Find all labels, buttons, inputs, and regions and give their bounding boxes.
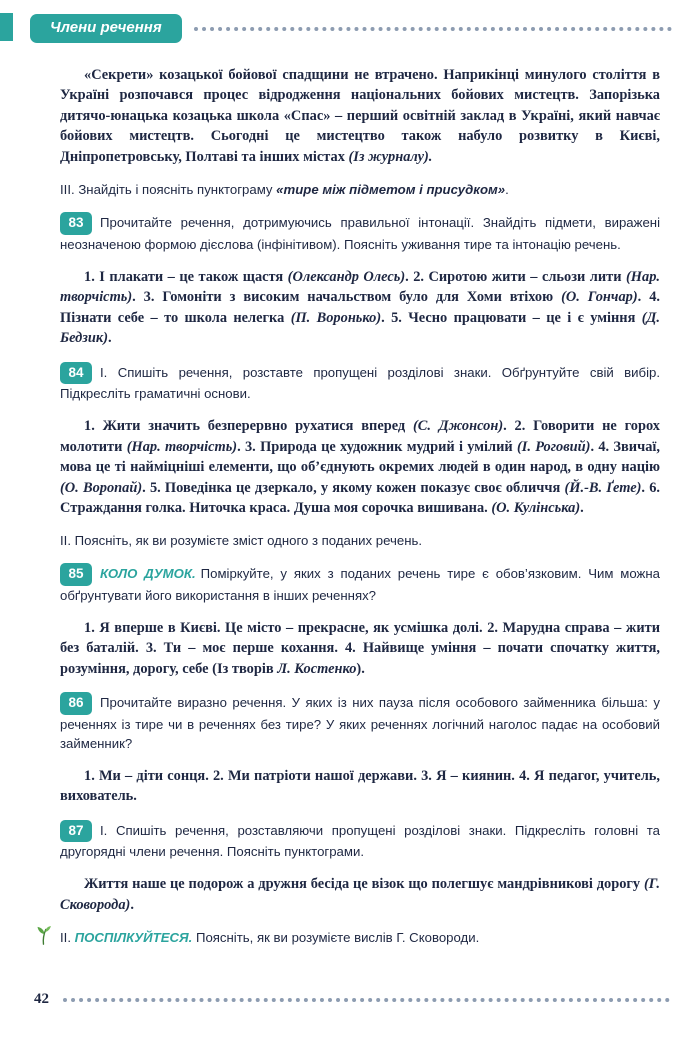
page-number: 42 — [34, 991, 49, 1007]
exercise-87-task-ii-text: II. ПОСПІЛКУЙТЕСЯ. Поясніть, як ви розумієте вислів Г. Сковороди. — [60, 930, 480, 946]
exercise-86 — [60, 692, 660, 806]
exercise-85-body: 1. Я вперше в Києві. Це місто – прекрасне, як усмішка долі. 2. Марудна справа – жити без баталій. 3. Ти – моє перше кохання. 4. Найвище уміння – почати спочатку життя, розуміння, дорогу, себе (Із творів Л. Костенко). — [60, 620, 660, 677]
exercise-87-body: Життя наше це подорож а дружня бесіда це візок що полегшує мандрівникові дорогу (Г. Сковорода). — [60, 876, 660, 913]
exercise-86-number-badge: 86 — [60, 692, 92, 715]
task-iii-note: III. Знайдіть і поясніть пунктограму «тире між підметом і присудком». — [60, 182, 509, 198]
page-edge-tab — [0, 13, 13, 41]
exercise-86-body: 1. Ми – діти сонця. 2. Ми патріоти нашої держави. 3. Я – киянин. 4. Я педагог, учитель, вихователь. — [60, 767, 660, 805]
exercise-83-instruction-text: Прочитайте речення, дотримуючись правильної інтонації. Знайдіть підмети, виражені неозначеною формою дієслова (інфінітивом). Поясніть уживання тире та інтонацію речень. — [60, 215, 660, 252]
exercise-84-number-badge: 84 — [60, 362, 92, 385]
chapter-title: Члени речення — [50, 19, 162, 36]
page-header — [0, 0, 700, 43]
exercise-85-instruction-text: Поміркуйте, у яких з поданих речень тире є обов’язковим. Чим можна обґрунтувати його використання в інших реченнях? — [60, 566, 660, 604]
page-footer — [34, 991, 670, 1008]
exercise-84 — [60, 362, 660, 551]
exercise-87 — [60, 820, 660, 947]
exercise-85-number-badge: 85 — [60, 563, 92, 586]
exercise-83-number-badge: 83 — [60, 212, 92, 235]
exercise-83 — [60, 212, 660, 348]
footer-dotted-rule — [63, 998, 670, 1002]
exercise-85-instruction — [60, 563, 660, 605]
leaf-icon — [32, 924, 54, 946]
page-content — [0, 43, 700, 947]
exercise-83-body: 1. І плакати – це також щастя (Олександр Олесь). 2. Сиротою жити – сльози лити (Нар. творчість). 3. Гомоніти з високим начальством було для Хоми втіхою (О. Гончар). 4. Пізнати себе – то школа нелегка (П. Воронько). 5. Чесно працювати – це і є уміння (Д. Бедзик). — [60, 268, 660, 347]
exercise-87-instruction — [60, 820, 660, 862]
intro-paragraph: «Секрети» козацької бойової спадщини не втрачено. Наприкінці минулого століття в Україні розпочався процес відродження національних бойових мистецтв. Запорізька дитячо-юнацька козацька школа «Спас» – перший освітній заклад в Україні, який навчає бойових мистецтв. Сьогодні це мистецтво також набуло розвитку в Києві, Дніпропетровську, Полтаві та інших містах (Із журналу). — [60, 67, 660, 165]
exercise-84-task-ii: II. Поясніть, як ви розумієте зміст одного з поданих речень. — [60, 533, 423, 549]
header-dotted-rule — [194, 27, 672, 31]
exercise-87-number-badge: 87 — [60, 820, 92, 843]
exercise-85-rubric-label: КОЛО ДУМОК. — [100, 566, 196, 582]
exercise-84-body: 1. Жити значить безперервно рухатися вперед (С. Джонсон). 2. Говорити не горох молотити (Нар. творчість). 3. Природа це художник мудрий і умілий (І. Роговий). 4. Звичаї, мова це ті найміцніші елементи, що об’єднують окремих людей в один народ, в одну націю (О. Воропай). 5. Поведінка це дзеркало, у якому кожен показує своє обличчя (Й.-В. Ґете). 6. Страждання голка. Ниточка краса. Душа моя сорочка вишивана. (О. Кулінська). — [60, 418, 660, 517]
exercise-85 — [60, 563, 660, 679]
exercise-84-instruction-text: I. Спишіть речення, розставте пропущені розділові знаки. Обґрунтуйте свій вибір. Підкресліть граматичні основи. — [60, 364, 660, 402]
exercise-87-instruction-text: I. Спишіть речення, розставляючи пропущені розділові знаки. Підкресліть головні та другорядні члени речення. Поясніть пунктограми. — [60, 822, 660, 860]
chapter-badge — [30, 14, 182, 43]
exercise-84-instruction — [60, 362, 660, 404]
exercise-87-task-ii — [60, 928, 660, 947]
exercise-86-instruction — [60, 692, 660, 753]
exercise-86-instruction-text: Прочитайте виразно речення. У яких із них пауза після особового займенника більша: у реченнях із тире чи в реченнях без тире? У яких реченнях логічний наголос падає на особовий займенник? — [60, 695, 660, 751]
exercise-83-instruction — [60, 212, 660, 254]
